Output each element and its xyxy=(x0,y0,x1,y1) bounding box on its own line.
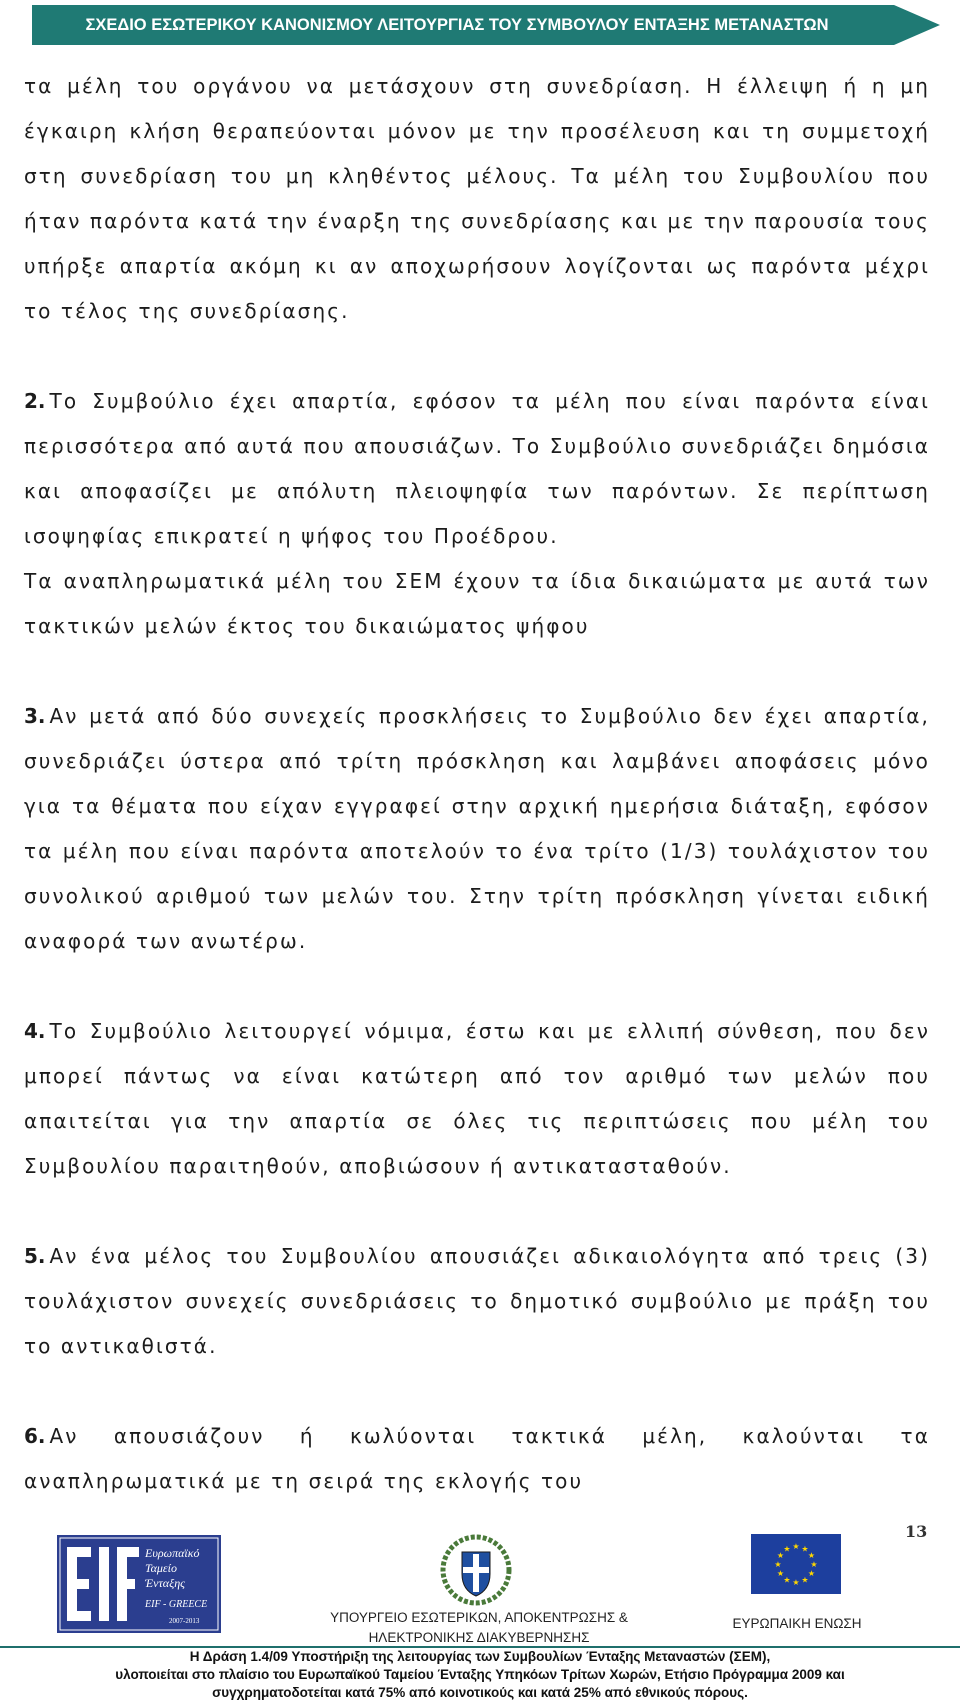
eif-logo-text: Ένταξης xyxy=(145,1576,186,1590)
greek-coat-of-arms-icon xyxy=(440,1534,512,1606)
svg-text:★: ★ xyxy=(774,1560,782,1569)
svg-text:★: ★ xyxy=(776,1551,785,1560)
eif-logo-text: Ευρωπαϊκό xyxy=(145,1546,200,1560)
ministry-name: ΥΠΟΥΡΓΕΙΟ ΕΣΩΤΕΡΙΚΩΝ, ΑΠΟΚΕΝΤΡΩΣΗΣ & ΗΛΕΚΤΡΟΝΙΚΗΣ ΔΙΑΚΥΒΕΡΝΗΣΗΣ xyxy=(330,1610,628,1645)
paragraph-text: Αν μετά από δύο συνεχείς προσκλήσεις το Συμβούλιο δεν έχει απαρτία, συνεδριάζει ύστερα από τρίτη πρόσκληση και λαμβάνει αποφάσεις μόνο για τα θέματα που είχαν εγγραφεί στην αρχική ημερήσια διάταξη, εφόσον τα μέλη που είναι παρόντα αποτελούν το ένα τρίτο (1/3) τουλάχιστον του συνολικού αριθμού των μελών του. Στην τρίτη πρόσκληση γίνεται ειδική αναφορά των ανωτέρω. xyxy=(24,704,930,953)
paragraph-4 xyxy=(24,1009,930,1189)
eif-logo xyxy=(57,1535,221,1633)
eif-logo-text: EIF - GREECE xyxy=(145,1599,208,1610)
paragraph-number: 2. xyxy=(24,389,46,413)
paragraph-text: Το Συμβούλιο λειτουργεί νόμιμα, έστω και με ελλιπή σύνθεση, που δεν μπορεί πάντως να είναι κατώτερη από τον αριθμό των μελών που απαιτείται για την απαρτία σε όλες τις περιπτώσεις που μέλη του Συμβουλίου παραιτηθούν, αποβιώσουν ή αντικατασταθούν. xyxy=(24,1019,930,1178)
paragraph-number: 4. xyxy=(24,1019,46,1043)
eif-logo-text: 2007-2013 xyxy=(169,1617,200,1625)
svg-text:★: ★ xyxy=(783,1575,791,1585)
paragraph-number: 5. xyxy=(24,1244,46,1268)
paragraph-text: Αν ένα μέλος του Συμβουλίου απουσιάζει αδικαιολόγητα από τρεις (3) τουλάχιστον συνεχείς συνεδριάσεις το δημοτικό συμβούλιο με πράξη του το αντικαθιστά. xyxy=(24,1244,930,1358)
page-number: 13 xyxy=(905,1522,928,1541)
svg-text:★: ★ xyxy=(776,1569,785,1578)
document-body xyxy=(24,64,930,1504)
paragraph-text: Αν απουσιάζουν ή κωλύονται τακτικά μέλη, καλούνται τα αναπληρωματικά με τη σειρά της εκλογής του xyxy=(24,1424,930,1493)
paragraph-5 xyxy=(24,1234,930,1369)
page-footer xyxy=(0,1520,960,1701)
funding-statement: Η Δράση 1.4/09 Υποστήριξη της λειτουργίας των Συμβουλίων Ένταξης Μεταναστών (ΣΕΜ), υλοποιείται στο πλαίσιο του Ευρωπαϊκού Ταμείου Ένταξης Υπηκόων Τρίτων Χωρών, Ετήσιο Πρόγραμμα 2009 και συγχρηματοδοτείται κατά 75% από κοινοτικούς και κατά 25% από εθνικούς πόρους. xyxy=(115,1649,845,1700)
svg-text:★: ★ xyxy=(801,1575,809,1585)
eif-logo-text: Ταμείο xyxy=(145,1561,177,1575)
svg-text:★: ★ xyxy=(783,1544,791,1554)
paragraph-3 xyxy=(24,694,930,964)
svg-text:★: ★ xyxy=(792,1542,800,1551)
eu-flag-icon xyxy=(751,1534,841,1594)
document-title: ΣΧΕΔΙΟ ΕΣΩΤΕΡΙΚΟΥ ΚΑΝΟΝΙΣΜΟΥ ΛΕΙΤΟΥΡΓΙΑΣ ΤΟΥ ΣΥΜΒΟΥΛΟΥ ΕΝΤΑΞΗΣ ΜΕΤΑΝΑΣΤΩΝ xyxy=(85,16,829,34)
paragraph-number: 3. xyxy=(24,704,46,728)
paragraph-6 xyxy=(24,1414,930,1504)
paragraph-text: Το Συμβούλιο έχει απαρτία, εφόσον τα μέλη που είναι παρόντα είναι περισσότερα από αυτά που απουσιάζων. Το Συμβούλιο συνεδριάζει δημόσια και αποφασίζει με απόλυτη πλειοψηφία των παρόντων. Σε περίπτωση ισοψηφίας επικρατεί η ψήφος του Προέδρου. xyxy=(24,389,930,548)
svg-text:★: ★ xyxy=(807,1551,816,1560)
paragraph-number: 6. xyxy=(24,1424,46,1448)
paragraph-continuation: τα μέλη του οργάνου να μετάσχουν στη συνεδρίαση. Η έλλειψη ή η μη έγκαιρη κλήση θεραπεύονται μόνον με την προσέλευση και τη συμμετοχή στη συνεδρίαση του μη κληθέντος μέλους. Τα μέλη του Συμβουλίου που ήταν παρόντα κατά την έναρξη της συνεδρίασης και με την παρουσία τους υπήρξε απαρτία ακόμη κι αν αποχωρήσουν λογίζονται ως παρόντα μέχρι το τέλος της συνεδρίασης. xyxy=(24,74,930,323)
paragraph-2 xyxy=(24,379,930,559)
paragraph-2-addendum: Τα αναπληρωματικά μέλη του ΣΕΜ έχουν τα ίδια δικαιώματα με αυτά των τακτικών μελών έκτος του δικαιώματος ψήφου xyxy=(24,569,930,638)
svg-text:★: ★ xyxy=(801,1544,809,1554)
svg-text:★: ★ xyxy=(792,1578,800,1587)
eu-label: ΕΥΡΩΠΑΙΚΗ ΕΝΩΣΗ xyxy=(732,1616,862,1631)
svg-text:★: ★ xyxy=(810,1560,818,1569)
header-banner xyxy=(32,5,940,45)
svg-text:★: ★ xyxy=(807,1569,816,1578)
